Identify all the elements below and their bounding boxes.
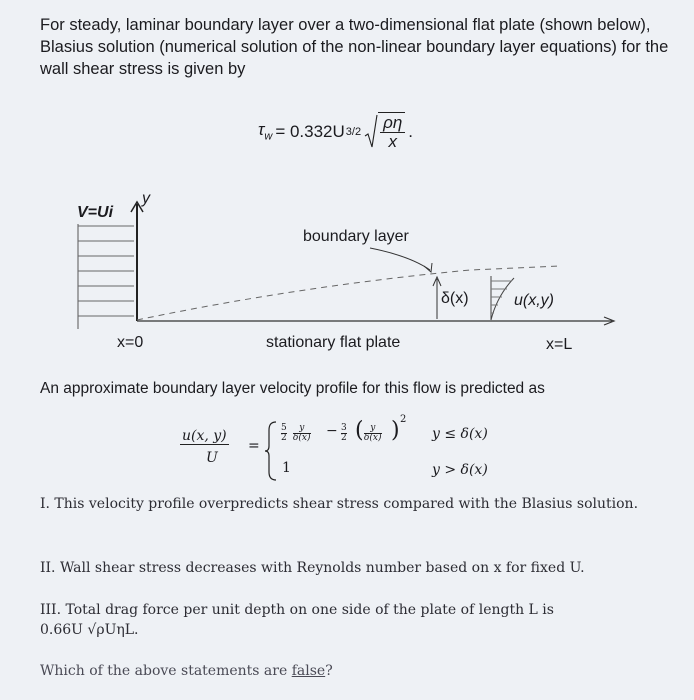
plate-label: stationary flat plate <box>266 334 401 351</box>
y-over-delta-2: y δ(x) <box>364 423 382 443</box>
y-axis-label: y <box>142 190 150 207</box>
approx-paragraph: An approximate boundary layer velocity profile for this flow is predicted as <box>40 380 545 397</box>
statement-3-line-1: III. Total drag force per unit depth on one side of the plate of length L is <box>40 602 554 618</box>
piecewise-brace <box>264 420 278 482</box>
pointer-arrowhead <box>424 263 432 272</box>
minus-sign: − <box>326 423 338 439</box>
false-word: false <box>291 663 326 679</box>
lhs-denominator: U <box>206 450 218 466</box>
period: . <box>408 121 414 141</box>
inlet-velocity-arrows <box>78 226 134 316</box>
c2-fraction: 3 2 <box>341 423 347 443</box>
boundary-layer-pointer <box>370 248 430 270</box>
local-profile-curve <box>491 278 514 320</box>
left-paren: ( <box>355 418 364 443</box>
y-over-delta-1: y δ(x) <box>293 423 311 443</box>
sqrt-term: $\frac{\rho\eta}{x}$ <box>364 112 405 151</box>
xL-label: x=L <box>546 336 573 353</box>
lhs-numerator: u(x, y) <box>182 428 227 444</box>
statement-1: I. This velocity profile overpredicts shear stress compared with the Blasius solution. <box>40 496 639 512</box>
statement-3 <box>40 600 665 640</box>
local-profile-arrows <box>491 281 512 313</box>
boundary-layer-edge <box>137 266 560 320</box>
tau-symbol: $\tau_w$ <box>258 120 273 143</box>
piecewise-one: 1 <box>282 460 291 476</box>
square-exponent: 2 <box>400 414 407 425</box>
delta-label: δ(x) <box>441 290 469 307</box>
statement-3-line-2: 0.66U √ρUηL. <box>40 622 139 638</box>
wall-shear-formula <box>258 112 413 151</box>
inlet-velocity-label: V=Ui <box>77 204 114 221</box>
question: Which of the above statements are false? <box>40 663 333 679</box>
coefficient: = 0.332U <box>275 121 345 141</box>
velocity-profile-equation <box>180 414 540 488</box>
exponent: 3/2 <box>345 125 362 138</box>
statement-2: II. Wall shear stress decreases with Reynolds number based on x for fixed U. <box>40 560 585 576</box>
radical-sign <box>364 114 378 150</box>
condition-1: y ≤ δ(x) <box>432 426 488 442</box>
c1-fraction: 5 2 <box>281 423 287 443</box>
boundary-layer-label: boundary layer <box>303 228 409 245</box>
velocity-label: u(x,y) <box>514 292 554 309</box>
intro-paragraph: For steady, laminar boundary layer over a two-dimensional flat plate (shown below), Blasius solution (numerical solution of the non-linear boundary layer equations) for the wall shear stress is given by <box>40 16 669 78</box>
right-paren: ) <box>391 418 400 443</box>
x0-label: x=0 <box>117 334 144 351</box>
condition-2: y > δ(x) <box>432 462 488 478</box>
equals-sign: = <box>248 438 260 454</box>
flat-plate-diagram <box>0 186 694 366</box>
